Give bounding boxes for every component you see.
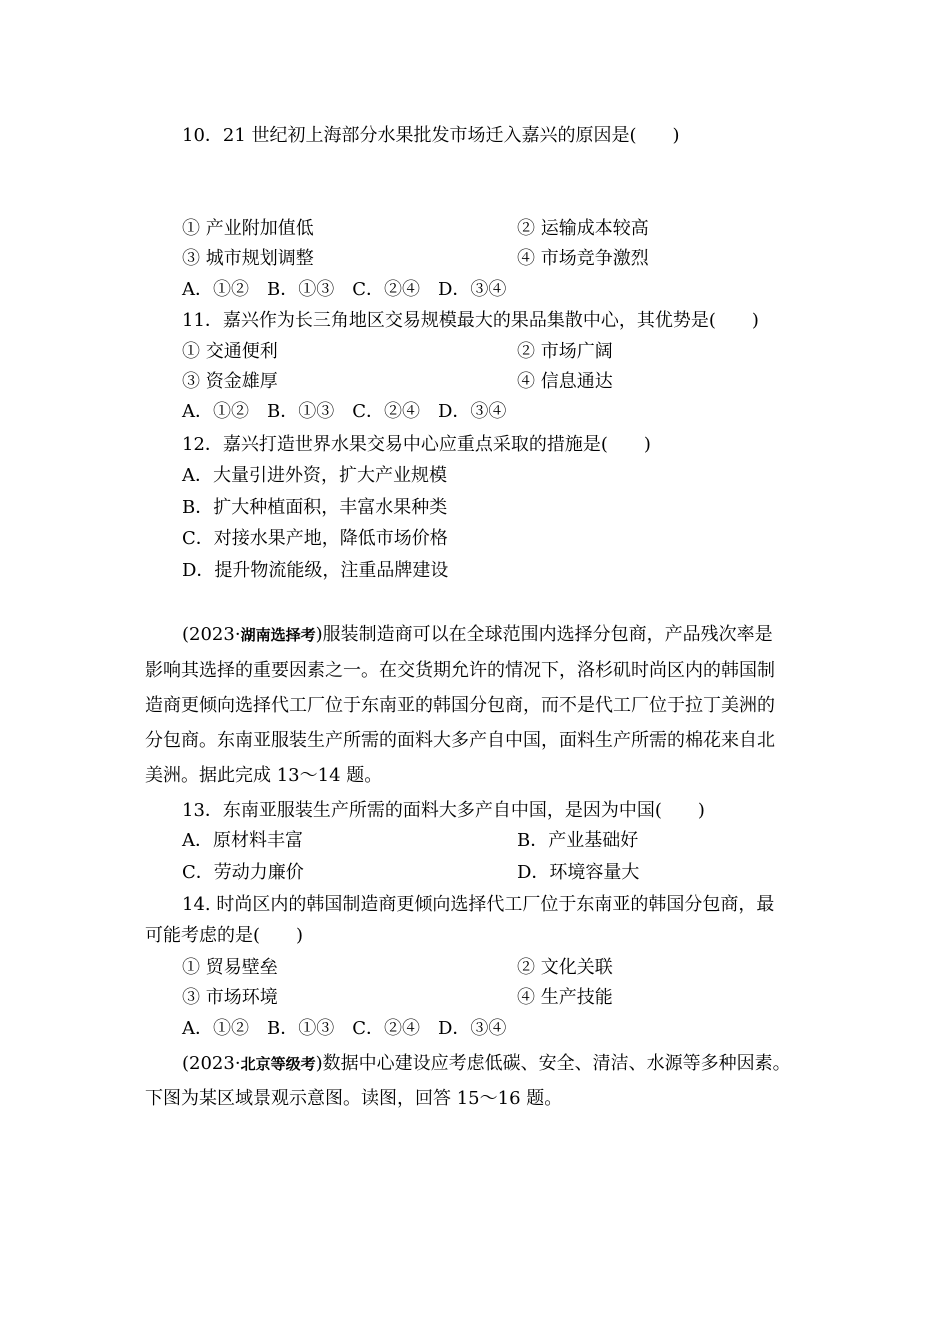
passage1-line2: 影响其选择的重要因素之一。在交货期允许的情况下，洛杉矶时尚区内的韩国制: [145, 660, 775, 681]
passage1-line1: [182, 623, 773, 647]
passage2-line2: 下图为某区域景观示意图。读图，回答 15～16 题。: [145, 1088, 563, 1109]
q11-item-2: ② 市场广阔: [517, 341, 613, 362]
passage2-source: 北京等级考: [240, 1055, 316, 1073]
q14-choices: A．①② B．①③ C．②④ D．③④: [182, 1018, 507, 1039]
q13-option-d: D．环境容量大: [517, 862, 640, 883]
q10-item-1: ① 产业附加值低: [182, 218, 314, 239]
q11-item-4: ④ 信息通达: [517, 371, 613, 392]
passage1-source: 湖南选择考: [240, 626, 316, 644]
passage2-line1: [182, 1052, 791, 1076]
passage1-year: (2023·: [182, 624, 241, 645]
passage1-line4: 分包商。东南亚服装生产所需的面料大多产自中国，面料生产所需的棉花来自北: [145, 730, 775, 751]
q12-option-a: A．大量引进外资，扩大产业规模: [182, 465, 447, 486]
q10-item-4: ④ 市场竞争激烈: [517, 248, 649, 269]
passage1-line5: 美洲。据此完成 13～14 题。: [145, 765, 383, 786]
q14-item-4: ④ 生产技能: [517, 987, 613, 1008]
passage1-text-1: )服装制造商可以在全球范围内选择分包商，产品残次率是: [315, 624, 773, 645]
q14-item-1: ① 贸易壁垒: [182, 957, 278, 978]
q10-item-3: ③ 城市规划调整: [182, 248, 314, 269]
q14-item-2: ② 文化关联: [517, 957, 613, 978]
q14-stem-line2: 可能考虑的是( ): [145, 925, 304, 946]
q11-stem: 11．嘉兴作为长三角地区交易规模最大的果品集散中心，其优势是( ): [182, 310, 759, 331]
q13-option-c: C．劳动力廉价: [182, 862, 304, 883]
q13-option-b: B．产业基础好: [517, 830, 639, 851]
q14-stem-line1: 14. 时尚区内的韩国制造商更倾向选择代工厂位于东南亚的韩国分包商，最: [182, 894, 775, 915]
passage2-year: (2023·: [182, 1053, 241, 1074]
q12-stem: 12．嘉兴打造世界水果交易中心应重点采取的措施是( ): [182, 434, 651, 455]
passage1-line3: 造商更倾向选择代工厂位于东南亚的韩国分包商，而不是代工厂位于拉丁美洲的: [145, 695, 775, 716]
q12-option-b: B．扩大种植面积，丰富水果种类: [182, 497, 448, 518]
q10-item-2: ② 运输成本较高: [517, 218, 649, 239]
q11-item-3: ③ 资金雄厚: [182, 371, 278, 392]
q13-option-a: A．原材料丰富: [182, 830, 303, 851]
q11-choices: A．①② B．①③ C．②④ D．③④: [182, 401, 507, 422]
q12-option-d: D．提升物流能级，注重品牌建设: [182, 560, 449, 581]
q10-choices: A．①② B．①③ C．②④ D．③④: [182, 279, 507, 300]
q14-item-3: ③ 市场环境: [182, 987, 278, 1008]
q11-item-1: ① 交通便利: [182, 341, 278, 362]
passage2-text-1: )数据中心建设应考虑低碳、安全、清洁、水源等多种因素。: [315, 1053, 791, 1074]
q12-option-c: C．对接水果产地，降低市场价格: [182, 528, 448, 549]
q13-stem: 13．东南亚服装生产所需的面料大多产自中国，是因为中国( ): [182, 800, 705, 821]
q10-stem: 10．21 世纪初上海部分水果批发市场迁入嘉兴的原因是( ): [182, 125, 680, 146]
